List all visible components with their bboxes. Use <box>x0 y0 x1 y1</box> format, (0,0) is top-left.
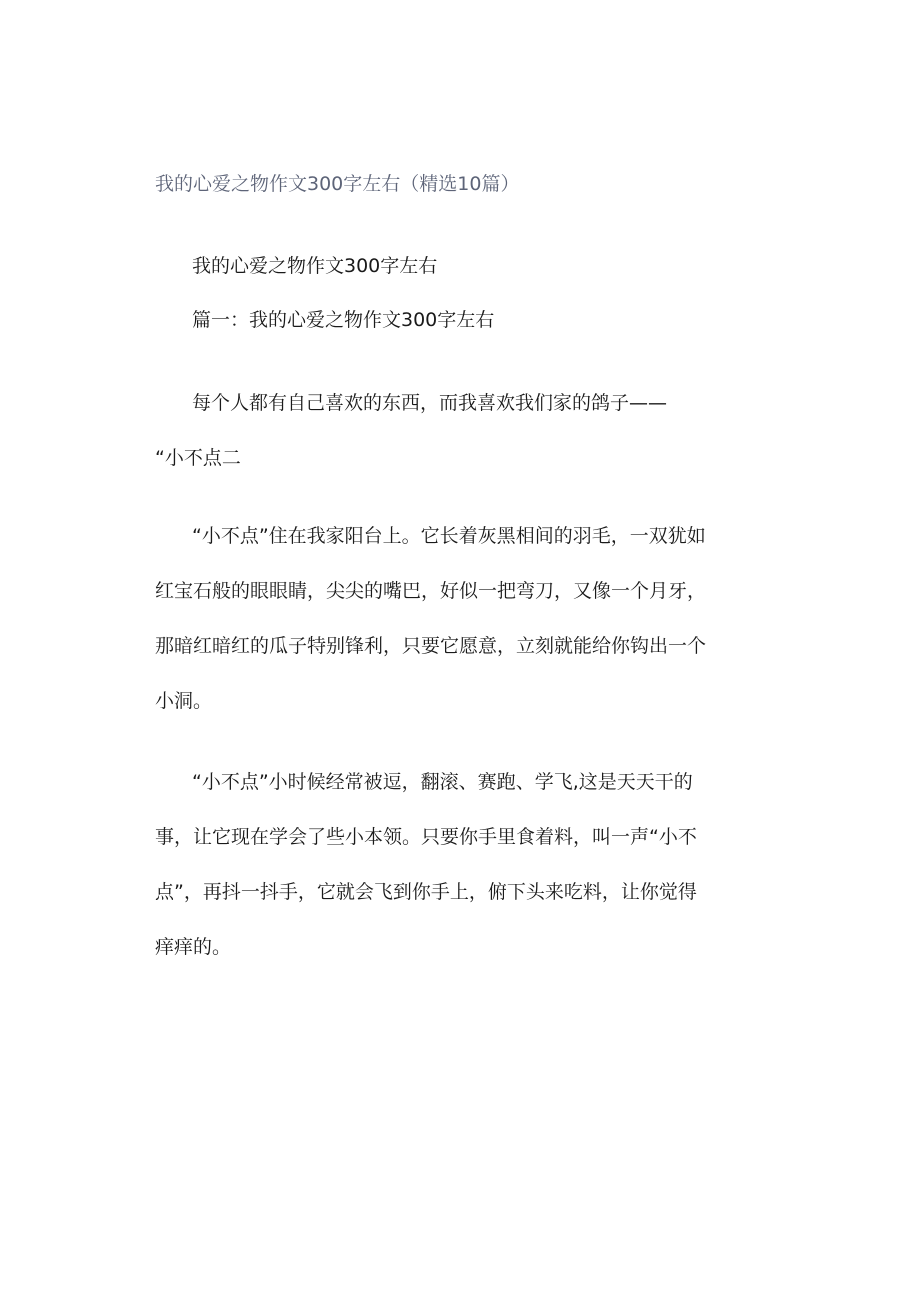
paragraph-line: “小不点二 <box>155 447 241 469</box>
paragraph-line: 事，让它现在学会了些小本领。只要你手里食着料，叫一声“小不 <box>155 826 697 848</box>
paragraph-line: 小洞。 <box>155 690 213 712</box>
paragraph-line: “小不点”小时候经常被逗，翻滚、赛跑、学飞,这是天天干的 <box>192 771 693 793</box>
paragraph-3 <box>155 768 765 961</box>
paragraph-1 <box>155 389 765 472</box>
paragraph-line: 每个人都有自己喜欢的东西，而我喜欢我们家的鸽子—— <box>192 392 668 414</box>
paragraph-line: 痒痒的。 <box>155 936 232 958</box>
paragraph-line: 点”，再抖一抖手，它就会飞到你手上，俯下头来吃料，让你觉得 <box>155 881 697 903</box>
paragraph-2 <box>155 522 765 715</box>
essay-subtitle: 我的心爱之物作文300字左右 <box>192 255 438 277</box>
paragraph-line: 那暗红暗红的瓜子特别锋利，只要它愿意，立刻就能给你钩出一个 <box>155 635 707 657</box>
paragraph-line: “小不点”住在我家阳台上。它长着灰黑相间的羽毛，一双犹如 <box>192 525 706 547</box>
chapter-heading: 篇一：我的心爱之物作文300字左右 <box>192 309 495 331</box>
document-title: 我的心爱之物作文300字左右（精选10篇） <box>155 173 520 195</box>
paragraph-line: 红宝石般的眼眼睛，尖尖的嘴巴，好似一把弯刀，又像一个月牙， <box>155 580 707 602</box>
